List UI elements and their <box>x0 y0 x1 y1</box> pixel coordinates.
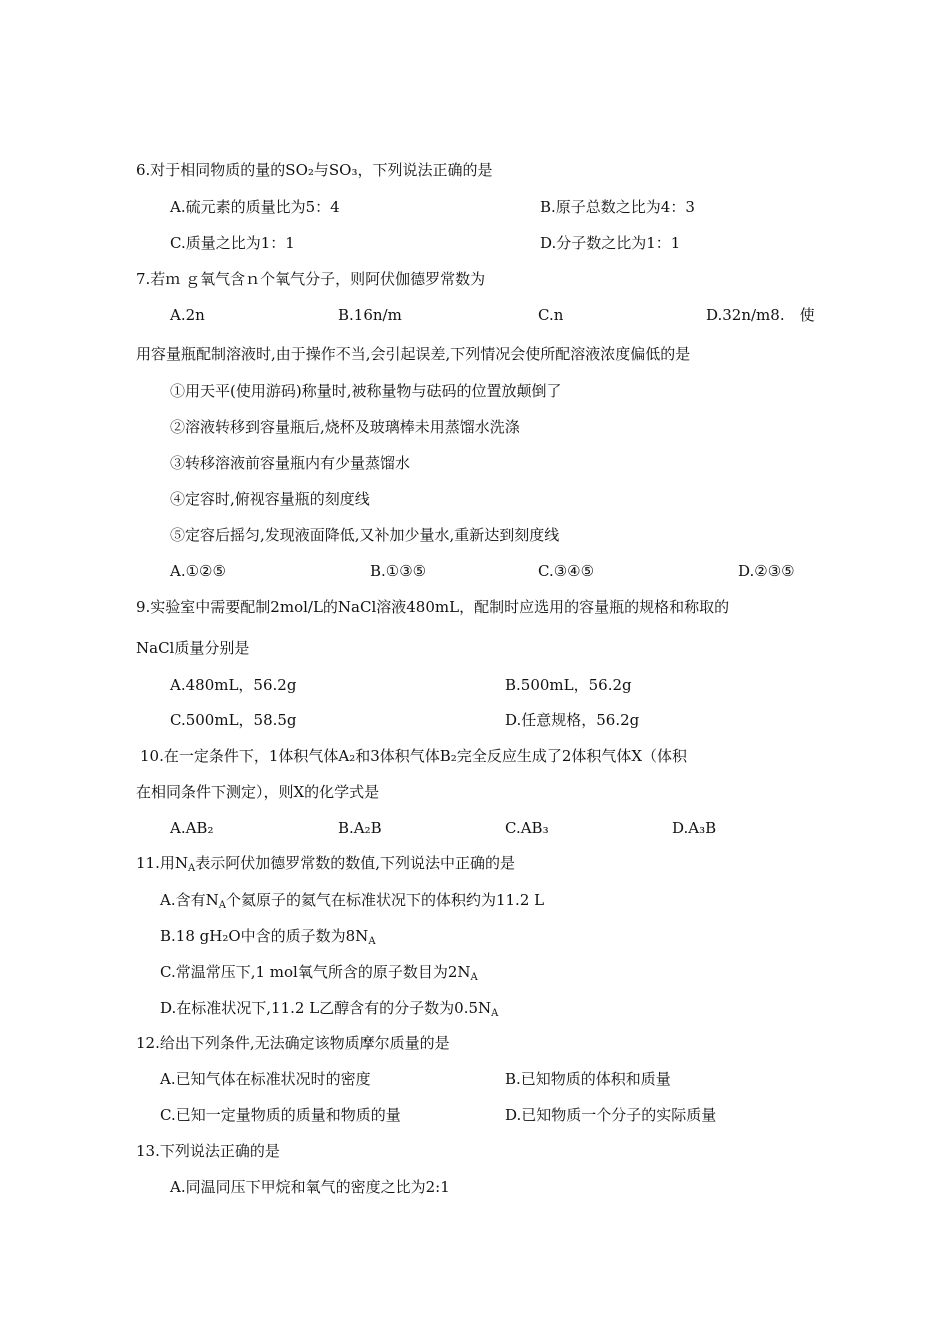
question-11-option-b: B.18 gH₂O中含的质子数为$8N_A$ <box>160 927 376 947</box>
question-11-stem: 11.用$N_A$表示阿伏加德罗常数的数值,下列说法中正确的是 <box>136 854 515 874</box>
question-9-option-d: D.任意规格，56.2g <box>505 711 640 729</box>
question-8-item-5: ⑤定容后摇匀,发现液面降低,又补加少量水,重新达到刻度线 <box>170 526 560 544</box>
question-12-option-a: A.已知气体在标准状况时的密度 <box>160 1070 371 1088</box>
question-10-stem-continued: 在相同条件下测定），则X的化学式是 <box>136 783 380 801</box>
question-6-stem: 6.对于相同物质的量的SO₂与SO₃，下列说法正确的是 <box>136 161 493 179</box>
question-7-stem: 7.若ｍ ｇ氧气含ｎ个氧气分子，则阿伏伽德罗常数为 <box>136 270 486 288</box>
question-6-option-b: B.原子总数之比为4：3 <box>540 198 695 216</box>
question-8-item-4: ④定容时,俯视容量瓶的刻度线 <box>170 490 370 508</box>
question-6-option-d: D.分子数之比为1：1 <box>540 234 681 252</box>
question-6-option-a: A.硫元素的质量比为5：4 <box>170 198 340 216</box>
question-7-option-d: D.32n/m8. 使 <box>706 306 815 324</box>
question-8-option-d: D.②③⑤ <box>738 562 795 580</box>
question-9-stem: 9.实验室中需要配制2mol/L的NaCl溶液480mL，配制时应选用的容量瓶的规格和称取的 <box>136 598 730 616</box>
question-9-option-a: A.480mL，56.2g <box>170 676 297 694</box>
question-10-stem: 10.在一定条件下，1体积气体A₂和3体积气体B₂完全反应生成了2体积气体X（体积 <box>140 747 688 765</box>
question-6-option-c: C.质量之比为1：1 <box>170 234 295 252</box>
question-8-item-2: ②溶液转移到容量瓶后,烧杯及玻璃棒未用蒸馏水洗涤 <box>170 418 520 436</box>
question-13-option-a: A.同温同压下甲烷和氧气的密度之比为2:1 <box>170 1178 450 1196</box>
question-11-option-c: C.常温常压下,1 mol氧气所含的原子数目为$2N_A$ <box>160 963 478 983</box>
question-11-option-a: A.含有$N_A$个氦原子的氦气在标准状况下的体积约为11.2 L <box>160 891 545 911</box>
question-10-option-b: B.A₂B <box>338 819 382 837</box>
question-8-stem: 用容量瓶配制溶液时,由于操作不当,会引起误差,下列情况会使所配溶液浓度偏低的是 <box>136 345 691 363</box>
question-10-option-c: C.AB₃ <box>505 819 549 837</box>
question-12-stem: 12.给出下列条件,无法确定该物质摩尔质量的是 <box>136 1034 450 1052</box>
question-7-option-a: A.2n <box>170 306 205 324</box>
question-13-stem: 13.下列说法正确的是 <box>136 1142 280 1160</box>
question-8-option-c: C.③④⑤ <box>538 562 595 580</box>
question-8-item-1: ①用天平(使用游码)称量时,被称量物与砝码的位置放颠倒了 <box>170 382 562 400</box>
question-12-option-b: B.已知物质的体积和质量 <box>505 1070 671 1088</box>
question-11-option-d: D.在标准状况下,11.2 L乙醇含有的分子数为$0.5N_A$ <box>160 999 499 1019</box>
question-8-option-a: A.①②⑤ <box>170 562 226 580</box>
question-10-option-a: A.AB₂ <box>170 819 214 837</box>
question-10-option-d: D.A₃B <box>672 819 717 837</box>
question-7-option-b: B.16n/m <box>338 306 402 324</box>
question-7-option-c: C.n <box>538 306 564 324</box>
question-12-option-c: C.已知一定量物质的质量和物质的量 <box>160 1106 401 1124</box>
question-9-stem-continued: NaCl质量分别是 <box>136 639 250 657</box>
question-8-option-b: B.①③⑤ <box>370 562 427 580</box>
question-9-option-c: C.500mL，58.5g <box>170 711 297 729</box>
question-9-option-b: B.500mL，56.2g <box>505 676 632 694</box>
question-12-option-d: D.已知物质一个分子的实际质量 <box>505 1106 717 1124</box>
question-8-item-3: ③转移溶液前容量瓶内有少量蒸馏水 <box>170 454 411 472</box>
